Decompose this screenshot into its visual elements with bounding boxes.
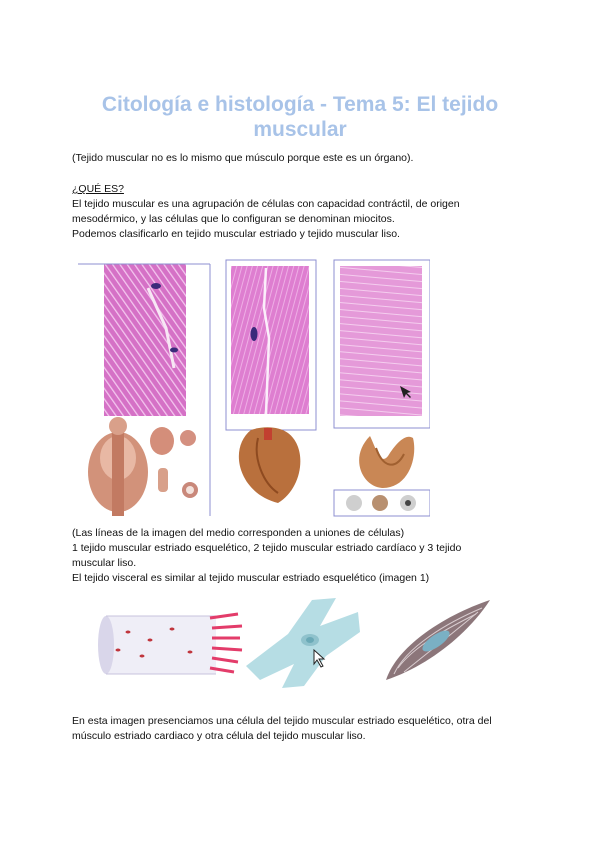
cardiac-panel [226,260,316,503]
skeletal-panel [78,264,210,516]
section-heading: ¿QUÉ ES? [72,183,124,195]
definition-line-1: El tejido muscular es una agrupación de células con capacidad contráctil, de origen [72,198,460,210]
title-line-2: muscular [253,118,347,141]
final-paragraph-line-1: En esta imagen presenciamos una célula del tejido muscular estriado esquelético, otra del [72,715,492,727]
muscle-cells-figure [98,594,492,690]
cardiac-cell [246,598,360,688]
figure-caption-line-2: 1 tejido muscular estriado esquelético, 2 tejido muscular estriado cardíaco y 3 tejido [72,542,462,554]
intro-note: (Tejido muscular no es lo mismo que músculo porque este es un órgano). [72,152,414,164]
definition-line-2: mesodérmico, y las células que lo configuran se denominan miocitos. [72,213,395,225]
smooth-cell [386,600,490,680]
figure-caption-line-4: El tejido visceral es similar al tejido muscular estriado esquelético (imagen 1) [72,572,430,584]
definition-line-3: Podemos clasificarlo en tejido muscular estriado y tejido muscular liso. [72,228,400,240]
figure-caption-line-1: (Las líneas de la imagen del medio corresponden a uniones de células) [72,527,405,539]
skeletal-cell [98,614,242,674]
final-paragraph-line-2: músculo estriado cardiaco y otra célula del tejido muscular liso. [72,730,366,742]
title-line-1: Citología e histología - Tema 5: El tejido [101,93,499,116]
page-title [60,92,540,142]
muscle-tissue-figure [78,258,430,520]
figure-caption-line-3: muscular liso. [72,557,137,569]
smooth-panel [334,260,430,516]
